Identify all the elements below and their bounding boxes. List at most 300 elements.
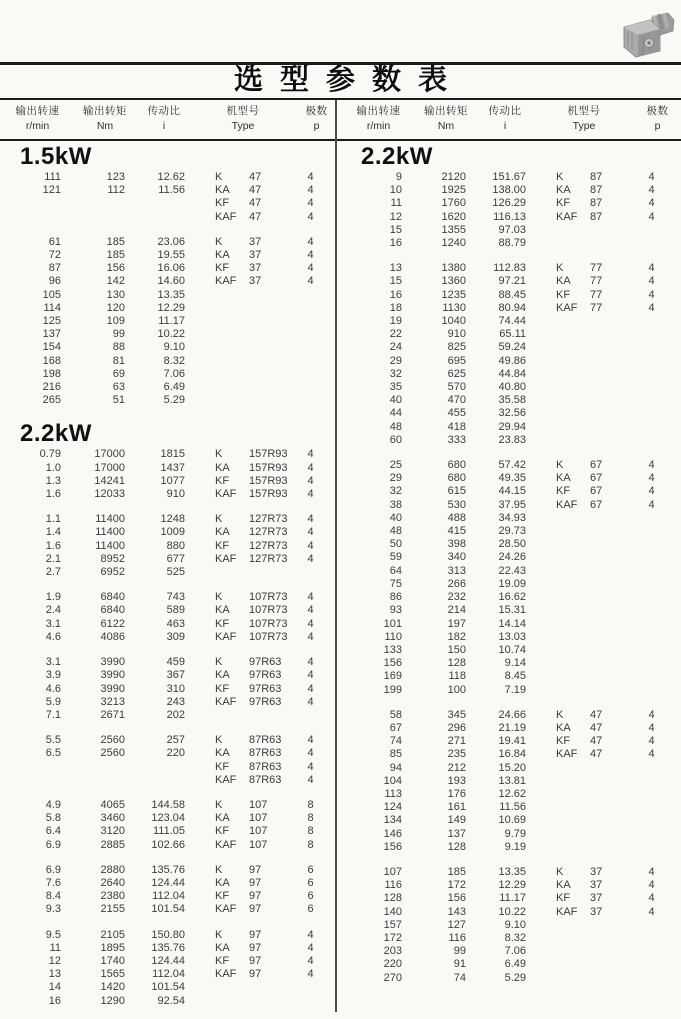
cell-output-speed: 58 xyxy=(389,708,402,721)
table-row xyxy=(0,812,340,825)
type-prefix: KAF xyxy=(556,905,578,918)
cell-output-speed: 32 xyxy=(389,367,402,380)
cell-poles xyxy=(634,315,681,328)
cell-type xyxy=(193,942,293,955)
type-prefix: K xyxy=(556,865,564,878)
cell-type xyxy=(534,485,634,498)
cell-ratio: 15.20 xyxy=(498,761,526,774)
cell-output-speed: 4.6 xyxy=(45,682,61,695)
cell-ratio: 13.35 xyxy=(157,288,185,301)
cell-type xyxy=(534,355,634,368)
cell-output-speed: 87 xyxy=(48,262,61,275)
cell-output-speed: 111 xyxy=(44,171,61,183)
cell-poles: 4 xyxy=(307,695,314,708)
cell-output-speed: 5.8 xyxy=(45,812,61,825)
cell-output-speed: 22 xyxy=(389,328,402,341)
table-row xyxy=(341,262,681,275)
type-prefix: KAF xyxy=(215,695,237,708)
cell-ratio: 112.04 xyxy=(152,968,185,981)
type-prefix: K xyxy=(215,734,223,747)
cell-ratio: 74.44 xyxy=(498,315,526,328)
cell-ratio: 34.93 xyxy=(498,511,526,524)
table-row xyxy=(341,302,681,315)
cell-ratio: 459 xyxy=(166,656,185,669)
cell-type xyxy=(193,825,293,838)
cell-output-speed: 96 xyxy=(48,275,61,288)
cell-output-torque: 398 xyxy=(447,538,466,551)
table-row xyxy=(0,341,340,354)
cell-ratio: 101.54 xyxy=(151,903,185,916)
cell-ratio: 57.42 xyxy=(498,459,526,472)
type-prefix: K xyxy=(215,656,223,669)
cell-output-torque: 2380 xyxy=(100,890,125,903)
cell-output-torque: 214 xyxy=(447,604,466,617)
cell-ratio: 112.04 xyxy=(152,890,185,903)
header-poles: 极数 p xyxy=(305,105,328,132)
header-type: 机型号 Type xyxy=(226,105,260,132)
row-block xyxy=(0,236,340,408)
cell-type xyxy=(193,839,293,852)
cell-ratio: 880 xyxy=(166,539,185,552)
cell-type xyxy=(193,368,293,381)
cell-ratio: 525 xyxy=(166,566,185,579)
cell-output-torque: 1240 xyxy=(441,237,466,250)
cell-type xyxy=(193,890,293,903)
type-size: 107R73 xyxy=(249,630,288,643)
cell-ratio: 8.32 xyxy=(504,931,526,944)
cell-output-speed: 104 xyxy=(383,774,402,787)
cell-type xyxy=(534,841,634,854)
cell-ratio: 9.14 xyxy=(504,657,526,670)
table-row xyxy=(0,526,340,539)
table-row xyxy=(341,578,681,591)
table-row xyxy=(341,565,681,578)
cell-poles xyxy=(634,224,681,237)
cell-output-speed: 116 xyxy=(384,879,402,892)
cell-output-speed: 5.5 xyxy=(45,734,61,747)
cell-ratio: 220 xyxy=(166,747,185,760)
cell-output-torque xyxy=(75,197,135,210)
cell-type xyxy=(534,945,634,958)
table-row xyxy=(0,289,340,302)
cell-poles xyxy=(634,684,681,697)
cell-output-speed: 2.4 xyxy=(45,604,61,617)
cell-output-torque: 1355 xyxy=(441,223,466,236)
table-row xyxy=(0,236,340,249)
cell-poles xyxy=(293,381,340,394)
cell-type xyxy=(534,670,634,683)
cell-output-speed: 101 xyxy=(383,617,402,630)
cell-output-speed: 134 xyxy=(383,814,402,827)
cell-type xyxy=(193,864,293,877)
table-row xyxy=(341,184,681,197)
cell-output-torque: 12033 xyxy=(94,488,125,501)
table-row xyxy=(341,289,681,302)
cell-poles: 4 xyxy=(307,184,314,197)
cell-output-torque: 2155 xyxy=(100,903,125,916)
cell-type xyxy=(534,906,634,919)
cell-output-torque: 418 xyxy=(447,420,466,433)
cell-type xyxy=(193,249,293,262)
type-prefix: KA xyxy=(215,526,230,539)
table-row xyxy=(341,211,681,224)
cell-output-torque: 530 xyxy=(447,498,466,511)
type-size: 37 xyxy=(590,892,603,905)
type-prefix: KA xyxy=(556,275,571,288)
cell-ratio: 5.29 xyxy=(504,971,526,984)
type-prefix: KAF xyxy=(215,552,237,565)
type-prefix: KAF xyxy=(215,488,237,501)
cell-type xyxy=(534,407,634,420)
table-row xyxy=(0,774,340,787)
type-prefix: KAF xyxy=(215,630,237,643)
cell-poles xyxy=(293,995,340,1008)
type-prefix: KAF xyxy=(556,498,578,511)
cell-ratio: 12.29 xyxy=(498,879,526,892)
cell-output-speed: 203 xyxy=(383,945,402,958)
cell-type xyxy=(534,578,634,591)
table-row xyxy=(0,799,340,812)
cell-output-torque: 2105 xyxy=(100,928,125,941)
cell-ratio: 16.06 xyxy=(157,262,185,275)
cell-output-speed xyxy=(0,197,75,210)
cell-output-torque: 99 xyxy=(453,945,466,958)
cell-poles: 4 xyxy=(648,472,655,485)
type-size: 37 xyxy=(590,879,603,892)
type-size: 47 xyxy=(590,748,603,761)
row-block xyxy=(0,171,340,224)
cell-poles xyxy=(634,565,681,578)
cell-output-torque: 825 xyxy=(447,341,466,354)
cell-output-torque: 51 xyxy=(112,394,125,407)
cell-output-speed: 60 xyxy=(389,433,402,446)
cell-type xyxy=(534,171,634,184)
cell-poles: 8 xyxy=(307,812,314,825)
cell-ratio: 80.94 xyxy=(498,301,526,314)
cell-output-torque: 176 xyxy=(447,787,466,800)
type-size: 47 xyxy=(249,184,262,197)
cell-poles: 4 xyxy=(648,301,655,314)
type-size: 97R63 xyxy=(249,682,282,695)
cell-output-speed: 50 xyxy=(389,538,402,551)
cell-type xyxy=(534,472,634,485)
cell-output-speed: 107 xyxy=(383,865,402,878)
table-row xyxy=(0,929,340,942)
cell-type xyxy=(534,788,634,801)
cell-output-torque: 17000 xyxy=(94,461,125,474)
cell-poles xyxy=(634,775,681,788)
cell-ratio: 97.21 xyxy=(498,275,526,288)
cell-output-speed: 74 xyxy=(389,735,402,748)
type-prefix: KAF xyxy=(215,903,237,916)
cell-poles: 4 xyxy=(307,734,314,747)
cell-type xyxy=(193,812,293,825)
cell-ratio: 14.60 xyxy=(157,275,185,288)
cell-output-speed: 1.6 xyxy=(45,539,61,552)
cell-poles: 8 xyxy=(307,825,314,838)
cell-ratio: 116.13 xyxy=(493,210,526,223)
cell-output-speed: 13 xyxy=(389,262,402,275)
cell-output-speed: 2.7 xyxy=(45,566,61,579)
cell-output-speed: 9.5 xyxy=(45,928,61,941)
type-prefix: KA xyxy=(215,747,230,760)
cell-ratio: 10.22 xyxy=(157,328,185,341)
cell-output-speed: 3.1 xyxy=(45,617,61,630)
cell-output-torque: 235 xyxy=(447,748,466,761)
cell-ratio: 12.62 xyxy=(157,171,185,183)
type-prefix: KA xyxy=(215,604,230,617)
cell-poles: 8 xyxy=(307,798,314,811)
cell-output-torque: 345 xyxy=(447,708,466,721)
type-prefix: K xyxy=(215,928,223,941)
cell-output-torque: 156 xyxy=(106,262,125,275)
cell-poles: 4 xyxy=(648,275,655,288)
cell-output-torque: 81 xyxy=(112,354,125,367)
cell-ratio: 49.35 xyxy=(498,472,526,485)
cell-type xyxy=(193,799,293,812)
cell-output-torque: 69 xyxy=(112,367,125,380)
type-prefix: KA xyxy=(556,721,571,734)
cell-type xyxy=(534,538,634,551)
cell-type xyxy=(534,932,634,945)
type-size: 37 xyxy=(249,262,262,275)
cell-type xyxy=(193,669,293,682)
type-prefix: K xyxy=(215,798,223,811)
cell-type xyxy=(534,328,634,341)
cell-output-torque: 3120 xyxy=(100,825,125,838)
cell-output-torque: 3213 xyxy=(100,695,125,708)
type-prefix: KF xyxy=(556,485,571,498)
type-size: 67 xyxy=(590,485,603,498)
cell-output-speed: 18 xyxy=(389,301,402,314)
cell-ratio: 138.00 xyxy=(492,184,526,197)
cell-type xyxy=(193,591,293,604)
cell-output-speed: 16 xyxy=(48,994,61,1007)
cell-ratio: 1009 xyxy=(160,526,185,539)
cell-output-torque: 143 xyxy=(447,905,466,918)
cell-type xyxy=(193,981,293,994)
cell-poles: 4 xyxy=(307,513,314,526)
cell-ratio: 9.10 xyxy=(504,918,526,931)
cell-output-speed xyxy=(0,211,75,224)
power-section xyxy=(341,142,681,985)
table-row xyxy=(341,919,681,932)
cell-poles: 8 xyxy=(307,838,314,851)
cell-output-torque: 109 xyxy=(106,315,125,328)
cell-ratio: 6.49 xyxy=(504,958,526,971)
type-prefix: KA xyxy=(556,184,571,197)
cell-ratio: 677 xyxy=(166,552,185,565)
cell-type xyxy=(193,604,293,617)
cell-type xyxy=(534,394,634,407)
row-block xyxy=(341,709,681,854)
cell-poles: 4 xyxy=(307,552,314,565)
cell-output-torque: 161 xyxy=(447,801,466,814)
cell-ratio: 13.35 xyxy=(498,865,526,878)
cell-poles: 4 xyxy=(307,474,314,487)
cell-poles xyxy=(293,394,340,407)
type-prefix: KF xyxy=(556,197,571,210)
cell-type xyxy=(534,618,634,631)
cell-ratio: 97.03 xyxy=(498,223,526,236)
cell-ratio: 151.67 xyxy=(492,171,526,183)
cell-ratio xyxy=(135,774,193,787)
cell-output-speed: 140 xyxy=(383,905,402,918)
cell-output-torque: 91 xyxy=(453,958,466,971)
cell-type xyxy=(193,929,293,942)
type-prefix: K xyxy=(556,459,564,472)
cell-type xyxy=(534,735,634,748)
cell-type xyxy=(193,341,293,354)
type-size: 87R63 xyxy=(249,734,282,747)
cell-ratio: 9.10 xyxy=(163,341,185,354)
cell-poles: 4 xyxy=(307,617,314,630)
cell-output-torque: 2640 xyxy=(100,876,125,889)
cell-ratio: 14.14 xyxy=(498,617,526,630)
table-row xyxy=(341,906,681,919)
cell-poles xyxy=(634,591,681,604)
cell-output-torque: 74 xyxy=(453,971,466,984)
cell-output-speed: 6.9 xyxy=(45,863,61,876)
cell-output-speed: 11 xyxy=(390,197,402,210)
type-size: 67 xyxy=(590,472,603,485)
cell-ratio: 35.58 xyxy=(498,394,526,407)
type-size: 37 xyxy=(249,235,262,248)
cell-poles: 4 xyxy=(307,656,314,669)
cell-output-torque: 2120 xyxy=(441,171,466,183)
cell-output-speed: 137 xyxy=(42,328,61,341)
table-row xyxy=(341,722,681,735)
cell-poles xyxy=(293,289,340,302)
cell-ratio: 257 xyxy=(166,734,185,747)
cell-poles xyxy=(634,237,681,250)
cell-type xyxy=(193,774,293,787)
cell-ratio: 13.81 xyxy=(498,774,526,787)
cell-output-speed: 172 xyxy=(383,931,402,944)
cell-output-speed: 12 xyxy=(389,210,402,223)
title-underline xyxy=(0,98,681,100)
cell-output-speed: 265 xyxy=(42,394,61,407)
type-size: 87R63 xyxy=(249,760,282,773)
cell-output-torque: 2880 xyxy=(100,863,125,876)
cell-output-torque: 266 xyxy=(447,577,466,590)
cell-output-torque: 625 xyxy=(447,367,466,380)
cell-type xyxy=(193,553,293,566)
cell-ratio: 102.66 xyxy=(151,838,185,851)
cell-output-speed: 124 xyxy=(383,801,402,814)
type-prefix: K xyxy=(556,171,564,183)
table-row xyxy=(0,839,340,852)
table-row xyxy=(0,747,340,760)
cell-poles xyxy=(293,566,340,579)
cell-ratio: 126.29 xyxy=(492,197,526,210)
cell-output-torque: 11400 xyxy=(95,526,125,539)
cell-poles: 4 xyxy=(307,773,314,786)
cell-poles: 4 xyxy=(307,954,314,967)
cell-ratio: 5.29 xyxy=(163,394,185,407)
cell-poles xyxy=(634,814,681,827)
row-block xyxy=(341,866,681,985)
cell-type xyxy=(534,368,634,381)
cell-ratio: 22.43 xyxy=(498,564,526,577)
cell-output-torque: 570 xyxy=(447,381,466,394)
type-prefix: KAF xyxy=(215,773,237,786)
section-heading: 1.5kW xyxy=(20,143,92,170)
cell-type xyxy=(193,877,293,890)
cell-ratio: 101.54 xyxy=(151,981,185,994)
table-row xyxy=(341,972,681,985)
cell-ratio: 589 xyxy=(166,604,185,617)
cell-poles xyxy=(634,919,681,932)
cell-type xyxy=(534,184,634,197)
cell-ratio: 8.45 xyxy=(504,670,526,683)
cell-ratio: 1815 xyxy=(160,448,185,461)
cell-poles xyxy=(634,368,681,381)
table-row xyxy=(0,761,340,774)
cell-output-speed: 48 xyxy=(389,525,402,538)
header-output-torque: 输出转矩 Nm xyxy=(424,105,468,132)
cell-output-torque: 910 xyxy=(447,328,466,341)
row-block xyxy=(0,591,340,644)
table-row xyxy=(0,890,340,903)
cell-output-torque: 172 xyxy=(447,879,466,892)
cell-type xyxy=(193,631,293,644)
table-row xyxy=(341,275,681,288)
type-size: 87 xyxy=(590,210,603,223)
cell-output-speed: 16 xyxy=(389,288,402,301)
table-row xyxy=(0,553,340,566)
right-column-body xyxy=(340,142,681,1019)
cell-output-speed: 35 xyxy=(389,381,402,394)
cell-type xyxy=(193,211,293,224)
cell-poles xyxy=(634,551,681,564)
cell-output-speed: 114 xyxy=(43,301,61,314)
cell-ratio: 12.62 xyxy=(498,787,526,800)
type-size: 87R63 xyxy=(249,773,282,786)
cell-ratio: 124.44 xyxy=(151,954,185,967)
cell-poles xyxy=(293,368,340,381)
cell-type xyxy=(534,565,634,578)
cell-output-torque: 232 xyxy=(447,591,466,604)
cell-output-torque: 88 xyxy=(112,341,125,354)
cell-type xyxy=(534,551,634,564)
table-row xyxy=(341,828,681,841)
row-block xyxy=(0,734,340,787)
cell-poles xyxy=(634,644,681,657)
type-size: 97 xyxy=(249,876,262,889)
cell-ratio: 10.69 xyxy=(498,814,526,827)
cell-type xyxy=(534,315,634,328)
cell-output-torque: 185 xyxy=(106,235,125,248)
cell-ratio: 112.83 xyxy=(493,262,526,275)
table-row xyxy=(0,591,340,604)
cell-output-speed: 105 xyxy=(42,288,61,301)
cell-output-speed: 15 xyxy=(389,275,402,288)
cell-output-torque: 1565 xyxy=(100,968,125,981)
cell-output-speed: 40 xyxy=(389,511,402,524)
type-size: 47 xyxy=(590,708,603,721)
cell-poles xyxy=(634,421,681,434)
cell-poles xyxy=(293,981,340,994)
table-row xyxy=(0,302,340,315)
cell-type xyxy=(534,262,634,275)
cell-type xyxy=(193,761,293,774)
table-row xyxy=(341,945,681,958)
cell-ratio: 49.86 xyxy=(498,354,526,367)
table-row xyxy=(341,499,681,512)
row-block xyxy=(341,262,681,447)
table-row xyxy=(0,394,340,407)
